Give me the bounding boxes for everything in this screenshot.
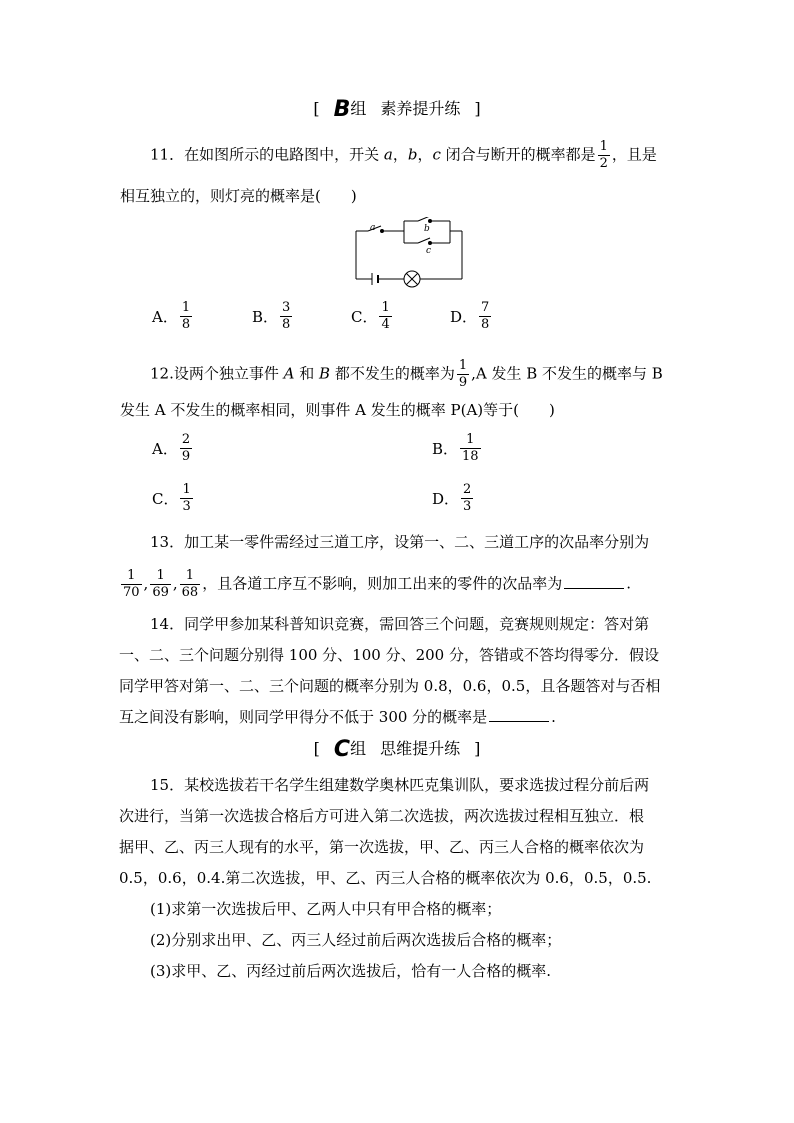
q11-text-mid: 闭合与断开的概率都是: [440, 145, 596, 164]
denominator: 9: [181, 449, 191, 464]
option-label: A．: [152, 439, 178, 458]
numerator: 2: [463, 482, 472, 497]
q15-line1: 15．某校选拔若干名学生组建数学奥林匹克集训队，要求选拔过程分前后两: [150, 776, 650, 794]
var-B: B: [319, 364, 331, 383]
q12-text-pre: 12.设两个独立事件: [150, 364, 284, 383]
q12-text-mid: 都不发生的概率为: [330, 364, 455, 383]
denominator: 8: [181, 317, 191, 332]
comma: ，: [392, 145, 408, 164]
q11-line2: 相互独立的，则灯亮的概率是( ): [120, 187, 357, 205]
q12-option-d[interactable]: [432, 482, 475, 515]
numerator: 7: [481, 300, 490, 315]
circuit-label-a: a: [370, 223, 376, 233]
q12-option-c[interactable]: [152, 482, 195, 515]
numerator: 2: [181, 432, 191, 447]
section-b-title: [0, 98, 794, 121]
q11-line1: [150, 139, 657, 172]
q12-line2: 发生 A 不发生的概率相同，则事件 A 发生的概率 P(A)等于( ): [120, 401, 555, 419]
period: .: [551, 708, 556, 726]
q11-option-a[interactable]: [152, 300, 194, 333]
denominator: 2: [599, 156, 608, 171]
option-label: A．: [152, 307, 178, 326]
q11-text-pre: 11．在如图所示的电路图中，开关: [150, 145, 384, 164]
numerator: 1: [185, 568, 195, 583]
denominator: 4: [381, 317, 390, 332]
denominator: 69: [152, 585, 169, 600]
numerator: 1: [458, 358, 468, 373]
answer-blank[interactable]: [489, 707, 549, 722]
bracket-right: ]: [474, 739, 481, 758]
numerator: 3: [282, 300, 291, 315]
fraction: [457, 358, 469, 391]
q12-option-b[interactable]: [432, 432, 483, 465]
denominator: 8: [282, 317, 291, 332]
fraction: [180, 482, 192, 515]
q12-and: 和: [294, 364, 320, 383]
q12-option-a[interactable]: [152, 432, 194, 465]
answer-blank[interactable]: [564, 574, 624, 589]
fraction: [121, 568, 142, 601]
fraction: [280, 300, 292, 333]
option-label: C．: [351, 307, 378, 326]
q11-option-d[interactable]: [450, 300, 493, 333]
section-letter: B: [333, 97, 351, 122]
q14-line4: [119, 707, 556, 727]
section-letter: C: [333, 737, 351, 762]
denominator: 18: [462, 449, 479, 464]
option-label: D．: [450, 307, 478, 326]
numerator: 1: [182, 482, 191, 497]
fraction: [180, 432, 192, 465]
section-group: 组: [350, 99, 367, 118]
numerator: 1: [381, 300, 390, 315]
option-label: C．: [152, 489, 179, 508]
var-A: A: [283, 364, 295, 383]
bracket-left: [: [313, 99, 320, 118]
denominator: 8: [481, 317, 490, 332]
numerator: 1: [466, 432, 475, 447]
q15-sub3: (3)求甲、乙、丙经过前后两次选拔后，恰有一人合格的概率.: [150, 962, 552, 980]
q14-line2: 一、二、三个问题分别得 100 分、100 分、200 分，答错或不答均得零分．假设: [119, 646, 659, 664]
var-a: a: [383, 145, 393, 164]
q15-sub1: (1)求第一次选拔后甲、乙两人中只有甲合格的概率；: [150, 900, 502, 918]
q14-text-pre: 互之间没有影响，则同学甲得分不低于 300 分的概率是: [119, 708, 488, 726]
q11-option-c[interactable]: [351, 300, 394, 333]
section-title-text: 思维提升练: [380, 739, 461, 758]
fraction: [460, 432, 481, 465]
denominator: 3: [182, 499, 191, 514]
numerator: 1: [156, 568, 165, 583]
bracket-left: [: [313, 739, 320, 758]
comma: ，: [417, 145, 433, 164]
q13-line2: [119, 568, 631, 601]
q15-sub2: (2)分别求出甲、乙、丙三人经过前后两次选拔后合格的概率；: [150, 931, 562, 949]
q15-line3: 据甲、乙、丙三人现有的水平，第一次选拔，甲、乙、丙三人合格的概率依次为: [119, 838, 645, 856]
fraction: [479, 300, 491, 333]
q15-line2: 次进行，当第一次选拔合格后方可进入第二次选拔，两次选拔过程相互独立．根: [119, 807, 645, 825]
bracket-right: ]: [474, 99, 481, 118]
circuit-diagram: [354, 217, 466, 289]
fraction: [379, 300, 391, 333]
q14-line3: 同学甲答对第一、二、三个问题的概率分别为 0.8，0.6，0.5，且各题答对与否相: [119, 677, 661, 695]
circuit-label-b: b: [424, 224, 430, 234]
separator: ,: [143, 574, 149, 593]
circuit-label-c: c: [426, 246, 432, 256]
var-b: b: [407, 145, 418, 164]
fraction: [150, 568, 171, 601]
denominator: 70: [123, 585, 140, 600]
option-label: B．: [252, 307, 279, 326]
numerator: 1: [599, 139, 608, 154]
section-c-title: [0, 738, 794, 761]
q14-line1: 14．同学甲参加某科普知识竞赛，需回答三个问题，竞赛规则规定：答对第: [150, 615, 650, 633]
fraction: [180, 568, 201, 601]
option-label: D．: [432, 489, 460, 508]
var-c: c: [432, 145, 441, 164]
fraction: [180, 300, 192, 333]
separator: ,: [172, 574, 178, 593]
denominator: 3: [463, 499, 472, 514]
q11-option-b[interactable]: [252, 300, 294, 333]
q11-text-end: ，且是: [611, 145, 657, 164]
q12-line1: [150, 358, 663, 391]
period: .: [626, 574, 631, 593]
fraction: [461, 482, 473, 515]
option-label: B．: [432, 439, 459, 458]
numerator: 1: [127, 568, 136, 583]
denominator: 9: [458, 375, 468, 390]
q15-line4: 0.5，0.6，0.4.第二次选拔，甲、乙、丙三人合格的概率依次为 0.6，0.5，0.5.: [119, 869, 652, 887]
denominator: 68: [181, 585, 199, 600]
numerator: 1: [181, 300, 191, 315]
section-title-text: 素养提升练: [380, 99, 461, 118]
q12-text-post: ,A 发生 B 不发生的概率与 B: [471, 364, 663, 383]
q13-line1: 13．加工某一零件需经过三道工序，设第一、二、三道工序的次品率分别为: [150, 533, 650, 551]
section-group: 组: [350, 739, 367, 758]
q13-text-post: ，且各道工序互不影响，则加工出来的零件的次品率为: [202, 574, 563, 593]
fraction: [598, 139, 610, 172]
